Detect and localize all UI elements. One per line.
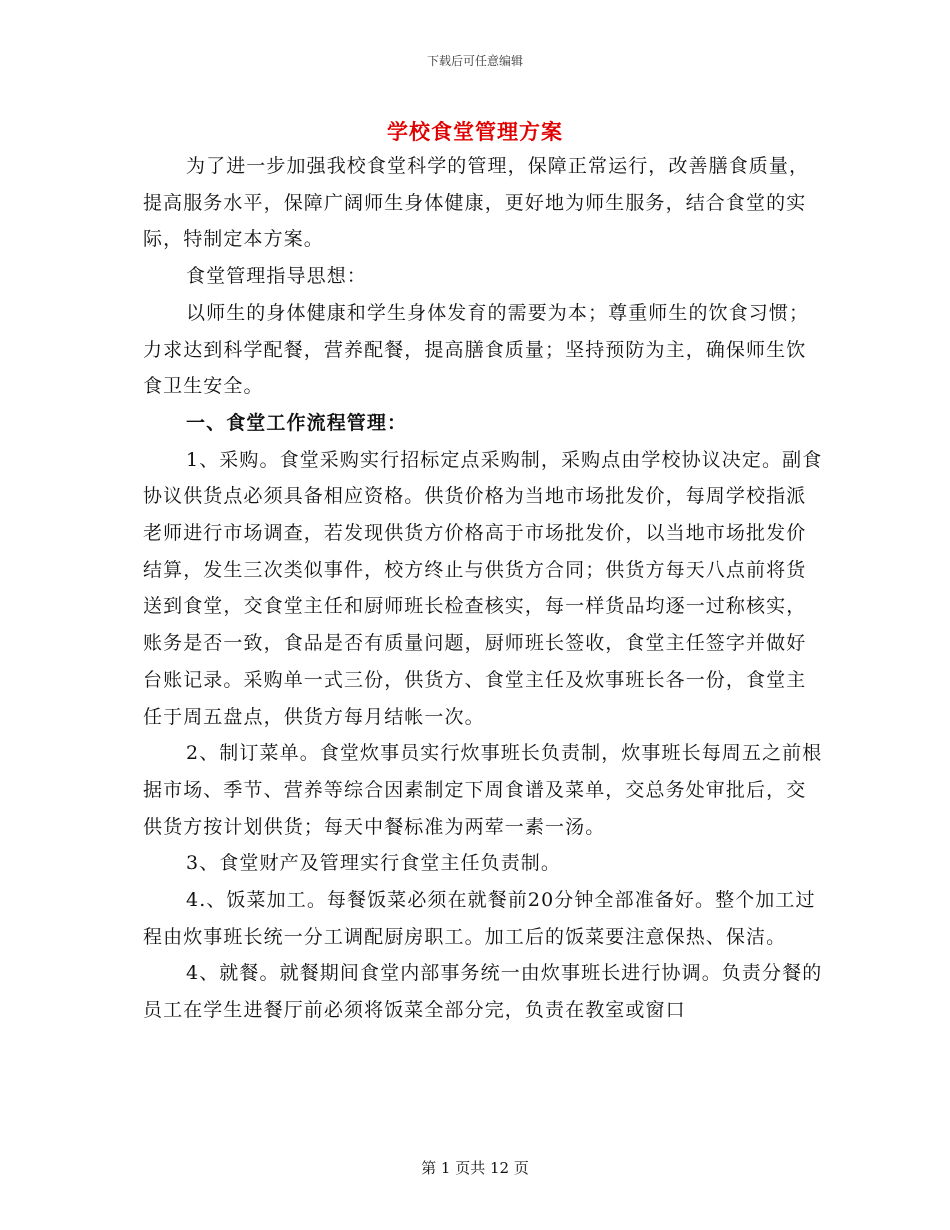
section-heading: 一、食堂工作流程管理： [186,411,408,434]
intro-paragraph: 为了进一步加强我校食堂科学的管理，保障正常运行，改善膳食质量，提高服务水平，保障广阔师生身体健康，更好地为师生服务，结合食堂的实际，特制定本方案。 [143,155,810,251]
dining-paragraph: 4、就餐。就餐期间食堂内部事务统一由炊事班长进行协调。负责分餐的员工在学生进餐厅前必须将饭菜全部分完，负责在教室或窗口 [143,962,823,1022]
menu-paragraph: 2、制订菜单。食堂炊事员实行炊事班长负责制，炊事班长每周五之前根据市场、季节、营养等综合因素制定下周食谱及菜单，交总务处审批后，交供货方按计划供货；每天中餐标准为两荤一素一汤。 [143,742,823,838]
page-header-note: 下载后可任意编辑 [426,54,523,68]
document-title: 学校食堂管理方案 [387,119,563,144]
purchase-paragraph: 1、采购。食堂采购实行招标定点采购制，采购点由学校协议决定。副食协议供货点必须具备相应资格。供货价格为当地市场批发价，每周学校指派老师进行市场调查，若发现供货方价格高于市场批发价，以当地市场批发价结算，发生三次类似事件，校方终止与供货方合同；供货方每天八点前将货送到食堂，交食堂主任和厨师班长检查核实，每一样货品均逐一过称核实，账务是否一致，食品是否有质量问题，厨师班长签收，食堂主任签字并做好台账记录。采购单一式三份，供货方、食堂主任及炊事班长各一份，食堂主任于周五盘点，供货方每月结帐一次。 [143,448,823,728]
page-number: 第 1 页共 12 页 [421,1159,529,1177]
property-paragraph: 3、食堂财产及管理实行食堂主任负责制。 [186,852,561,875]
guideline-heading: 食堂管理指导思想： [186,265,367,288]
processing-paragraph: 4.、饭菜加工。每餐饭菜必须在就餐前20分钟全部准备好。整个加工过程由炊事班长统一分工调配厨房职工。加工后的饭菜要注意保热、保洁。 [143,889,816,948]
guideline-paragraph: 以师生的身体健康和学生身体发育的需要为本；尊重师生的饮食习惯；力求达到科学配餐，营养配餐，提高膳食质量；坚持预防为主，确保师生饮食卫生安全。 [143,301,810,398]
document-body [143,148,823,1029]
